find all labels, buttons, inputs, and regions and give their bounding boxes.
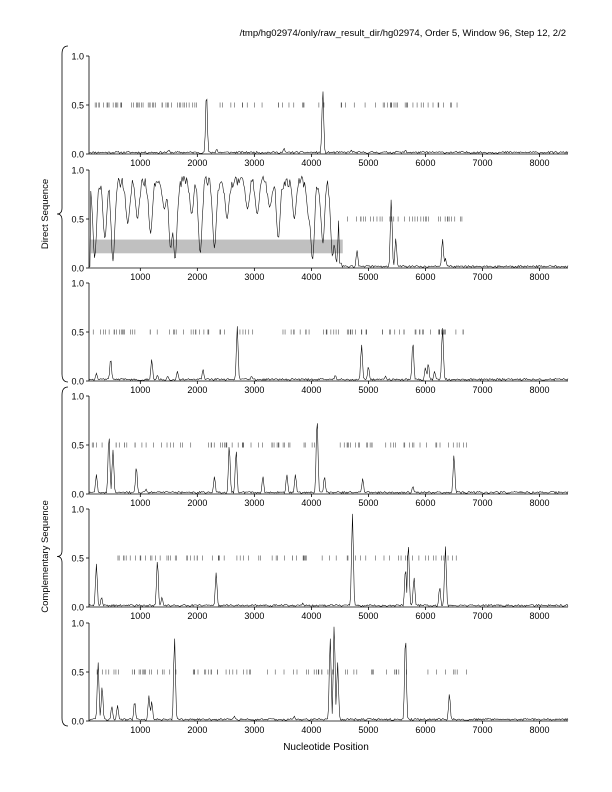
x-tick-label: 7000	[472, 725, 493, 735]
x-tick-label: 2000	[187, 725, 208, 735]
x-tick-label: 8000	[529, 272, 550, 282]
y-tick-label: 0.0	[71, 149, 84, 160]
chart-panel-5	[71, 505, 568, 622]
x-tick-label: 2000	[187, 385, 208, 395]
x-tick-label: 2000	[187, 611, 208, 621]
x-tick-label: 5000	[358, 272, 379, 282]
y-tick-label: 0.0	[71, 263, 84, 274]
x-tick-label: 7000	[472, 158, 493, 168]
x-tick-label: 2000	[187, 498, 208, 508]
x-tick-label: 4000	[301, 725, 322, 735]
complementary-sequence-label: Complementary Sequence	[40, 500, 51, 613]
x-tick-label: 4000	[301, 272, 322, 282]
x-tick-label: 6000	[415, 611, 436, 621]
y-tick-label: 0.0	[71, 376, 84, 387]
x-tick-label: 5000	[358, 158, 379, 168]
complementary-sequence-brace	[57, 387, 68, 726]
y-tick-label: 0.0	[71, 602, 84, 613]
x-tick-label: 7000	[472, 272, 493, 282]
x-tick-label: 8000	[529, 498, 550, 508]
chart-panel-6	[71, 619, 568, 736]
y-tick-label: 1.0	[71, 618, 84, 629]
series-line	[89, 627, 568, 721]
x-tick-label: 8000	[529, 385, 550, 395]
x-tick-label: 7000	[472, 385, 493, 395]
x-tick-label: 2000	[187, 158, 208, 168]
x-tick-label: 3000	[244, 272, 265, 282]
y-tick-label: 1.0	[71, 165, 84, 176]
group-brackets	[40, 46, 68, 726]
x-tick-label: 5000	[358, 385, 379, 395]
highlight-band	[91, 240, 343, 254]
x-axis-label: Nucleotide Position	[283, 742, 369, 753]
y-tick-label: 1.0	[71, 51, 84, 62]
direct-sequence-label: Direct Sequence	[40, 178, 51, 250]
series-line	[89, 92, 568, 154]
y-tick-label: 0.0	[71, 489, 84, 500]
x-tick-label: 3000	[244, 158, 265, 168]
y-tick-label: 1.0	[71, 504, 84, 515]
x-tick-label: 1000	[130, 158, 151, 168]
series-line	[89, 326, 568, 380]
x-tick-label: 4000	[301, 611, 322, 621]
x-tick-label: 6000	[415, 385, 436, 395]
x-tick-label: 7000	[472, 498, 493, 508]
x-tick-label: 4000	[301, 498, 322, 508]
y-tick-label: 1.0	[71, 391, 84, 402]
x-tick-label: 2000	[187, 272, 208, 282]
series-line	[89, 514, 568, 607]
x-tick-label: 7000	[472, 611, 493, 621]
y-tick-label: 0.5	[71, 553, 84, 564]
x-tick-label: 1000	[130, 272, 151, 282]
x-tick-label: 4000	[301, 158, 322, 168]
x-tick-label: 6000	[415, 498, 436, 508]
x-tick-label: 8000	[529, 611, 550, 621]
y-tick-label: 1.0	[71, 278, 84, 289]
y-tick-label: 0.5	[71, 100, 84, 111]
series-line	[89, 176, 568, 267]
y-tick-label: 0.5	[71, 667, 84, 678]
y-tick-label: 0.5	[71, 440, 84, 451]
y-tick-label: 0.5	[71, 214, 84, 225]
x-tick-label: 3000	[244, 498, 265, 508]
x-tick-label: 1000	[130, 498, 151, 508]
direct-sequence-brace	[57, 46, 68, 382]
x-tick-label: 5000	[358, 498, 379, 508]
chart-panel-2	[71, 166, 568, 283]
chart-panel-1	[71, 52, 568, 169]
y-tick-label: 0.0	[71, 716, 84, 727]
series-line	[89, 423, 568, 493]
x-tick-label: 6000	[415, 272, 436, 282]
x-tick-label: 6000	[415, 158, 436, 168]
x-tick-label: 1000	[130, 725, 151, 735]
panels-group	[71, 52, 568, 736]
x-tick-label: 1000	[130, 611, 151, 621]
x-tick-label: 3000	[244, 611, 265, 621]
x-tick-label: 8000	[529, 725, 550, 735]
x-tick-label: 6000	[415, 725, 436, 735]
chart-panel-4	[71, 392, 568, 509]
x-tick-label: 1000	[130, 385, 151, 395]
chart-panel-3	[71, 279, 568, 396]
x-tick-label: 4000	[301, 385, 322, 395]
x-tick-label: 3000	[244, 385, 265, 395]
chart-header: /tmp/hg02974/only/raw_result_dir/hg02974, Order 5, Window 96, Step 12, 2/2	[239, 28, 566, 39]
y-tick-label: 0.5	[71, 327, 84, 338]
x-tick-label: 5000	[358, 611, 379, 621]
x-tick-label: 3000	[244, 725, 265, 735]
x-tick-label: 8000	[529, 158, 550, 168]
x-tick-label: 5000	[358, 725, 379, 735]
